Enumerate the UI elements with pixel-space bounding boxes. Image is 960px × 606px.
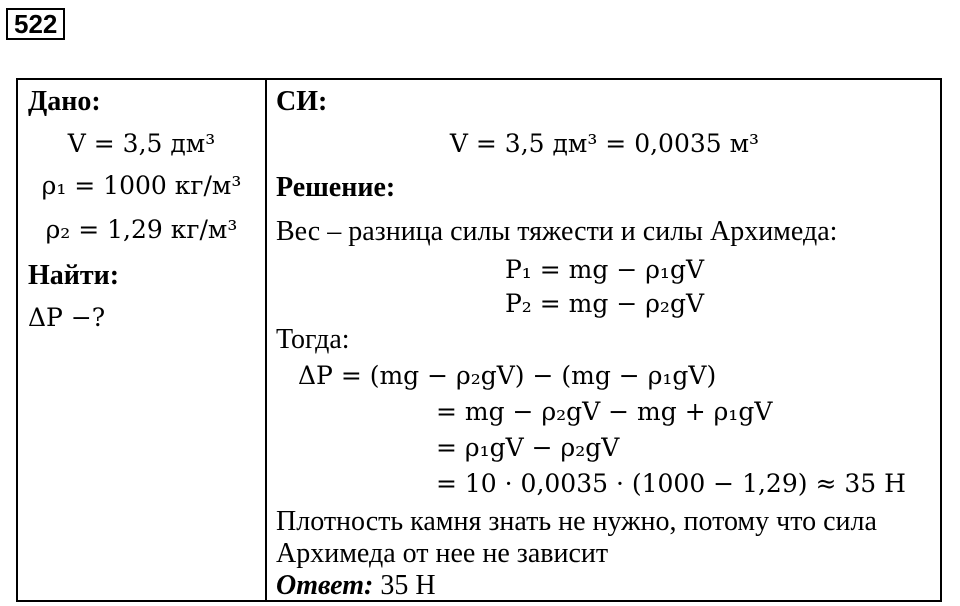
difference-line-2: = mg − ρ₂gV − mg + ρ₁gV xyxy=(436,397,773,426)
then-label: Тогда: xyxy=(276,324,350,355)
find-heading: Найти: xyxy=(28,260,120,291)
given-density-2: ρ₂ = 1,29 кг/м³ xyxy=(45,215,238,244)
find-unknown: ΔP −? xyxy=(28,303,106,332)
si-conversion: V = 3,5 дм³ = 0,0035 м³ xyxy=(449,129,760,158)
solution-intro: Вес – разница силы тяжести и силы Архимеда: xyxy=(276,216,838,247)
si-heading: СИ: xyxy=(276,86,328,117)
difference-line-4: = 10 · 0,0035 · (1000 − 1,29) ≈ 35 Н xyxy=(436,469,906,498)
answer-value: 35 Н xyxy=(380,570,436,601)
note-line-1: Плотность камня знать не нужно, потому что сила xyxy=(276,506,877,537)
solution-heading: Решение: xyxy=(276,172,396,203)
equation-p1: P₁ = mg − ρ₁gV xyxy=(504,255,704,284)
answer-line xyxy=(276,570,436,602)
given-volume: V = 3,5 дм³ xyxy=(67,129,216,158)
note-line-2: Архимеда от нее не зависит xyxy=(276,538,609,569)
solution-table xyxy=(16,78,942,602)
difference-line-1: ΔP = (mg − ρ₂gV) − (mg − ρ₁gV) xyxy=(298,361,717,390)
problem-number: 522 xyxy=(6,8,65,40)
given-heading: Дано: xyxy=(28,86,101,117)
given-density-1: ρ₁ = 1000 кг/м³ xyxy=(41,171,242,200)
equation-p2: P₂ = mg − ρ₂gV xyxy=(504,289,704,318)
answer-label: Ответ: xyxy=(276,570,374,601)
difference-line-3: = ρ₁gV − ρ₂gV xyxy=(436,433,620,462)
